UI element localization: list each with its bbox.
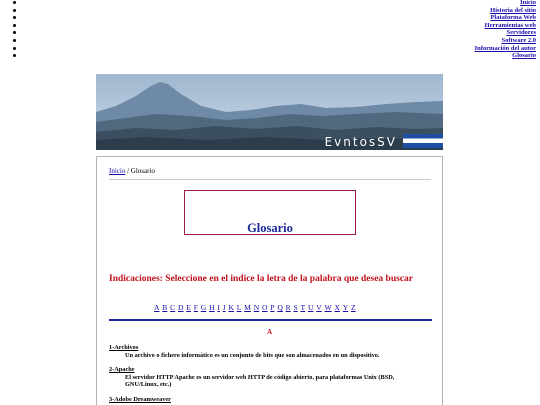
letter-link-f[interactable]: F (193, 303, 198, 312)
bullet-icon (13, 1, 16, 4)
letter-link-j[interactable]: J (222, 303, 226, 312)
nav-link-glosario[interactable]: Glosario (512, 52, 536, 60)
divider (109, 319, 432, 321)
letter-link-t[interactable]: T (300, 303, 306, 312)
nav-item (0, 53, 540, 61)
letter-link-l[interactable]: L (236, 303, 242, 312)
top-navigation (0, 0, 540, 70)
nav-link-software[interactable]: Software 2.0 (501, 36, 536, 44)
nav-link-herramientas[interactable]: Herramientas web (484, 21, 536, 29)
nav-link-historia[interactable]: Historia del sitio (490, 6, 536, 14)
letter-link-d[interactable]: D (178, 303, 184, 312)
nav-item (0, 15, 540, 23)
nav-item (0, 38, 540, 46)
title-box (184, 190, 356, 235)
letter-index (154, 303, 404, 312)
bullet-icon (13, 9, 16, 12)
letter-link-p[interactable]: P (270, 303, 275, 312)
letter-link-i[interactable]: I (217, 303, 220, 312)
glossary-entry (109, 396, 427, 404)
letter-link-s[interactable]: S (293, 303, 298, 312)
letter-link-q[interactable]: Q (277, 303, 283, 312)
main-content (96, 156, 443, 405)
bullet-icon (13, 39, 16, 42)
breadcrumb (109, 167, 431, 180)
nav-link-inicio[interactable]: Inicio (520, 0, 536, 6)
letter-link-g[interactable]: G (200, 303, 207, 312)
letter-link-h[interactable]: H (209, 303, 215, 312)
breadcrumb-separator: / (125, 167, 131, 175)
letter-link-a[interactable]: A (154, 303, 160, 312)
glossary-term-name: 1-Archivos (109, 344, 139, 351)
nav-item (0, 0, 540, 8)
page-title: Glosario (247, 221, 293, 235)
bullet-icon (13, 31, 16, 34)
letter-link-y[interactable]: Y (342, 303, 349, 312)
site-brand: EvntosSV (324, 135, 397, 149)
nav-item (0, 23, 540, 31)
bullet-icon (13, 47, 16, 50)
glossary-term-description: Un archivo o fichero informático es un conjunto de bits que son almacenados en un dispositivo. (125, 351, 380, 359)
nav-link-servidores[interactable]: Servidores (506, 29, 536, 37)
letter-link-z[interactable]: Z (351, 303, 356, 312)
nav-item (0, 30, 540, 38)
nav-item (0, 46, 540, 54)
bullet-icon (13, 24, 16, 27)
letter-link-c[interactable]: C (170, 303, 176, 312)
letter-link-o[interactable]: O (262, 303, 268, 312)
nav-item (0, 8, 540, 16)
letter-link-m[interactable]: M (244, 303, 251, 312)
glossary-entry (109, 344, 427, 359)
flag-icon (403, 134, 443, 148)
header-banner (96, 74, 443, 150)
bullet-icon (13, 54, 16, 57)
glossary-entry (109, 366, 427, 389)
instructions-text: Indicaciones: Seleccione en el indice la letra de la palabra que desea buscar (109, 274, 413, 284)
breadcrumb-home-link[interactable]: Inicio (109, 167, 126, 175)
glossary-term-name: 3-Adobe Dreamweaver (109, 396, 171, 403)
letter-link-v[interactable]: V (316, 303, 322, 312)
breadcrumb-current: Glosario (130, 167, 155, 175)
nav-link-autor[interactable]: Información del autor (474, 44, 536, 52)
glossary-term-name: 2-Apache (109, 366, 135, 373)
letter-link-r[interactable]: R (285, 303, 291, 312)
bullet-icon (13, 16, 16, 19)
letter-link-x[interactable]: X (334, 303, 340, 312)
letter-link-n[interactable]: N (253, 303, 260, 312)
letter-link-k[interactable]: K (228, 303, 234, 312)
nav-link-plataforma[interactable]: Plataforma Web (490, 14, 536, 22)
section-letter-heading: A (266, 328, 273, 336)
letter-link-w[interactable]: W (324, 303, 332, 312)
letter-link-b[interactable]: B (162, 303, 168, 312)
letter-link-e[interactable]: E (186, 303, 191, 312)
letter-link-u[interactable]: U (307, 303, 314, 312)
glossary-term-description: El servidor HTTP Apache es un servidor web HTTP de código abierto, para plataformas Unix (BSD, GNU/Linux, etc.) (125, 373, 395, 389)
